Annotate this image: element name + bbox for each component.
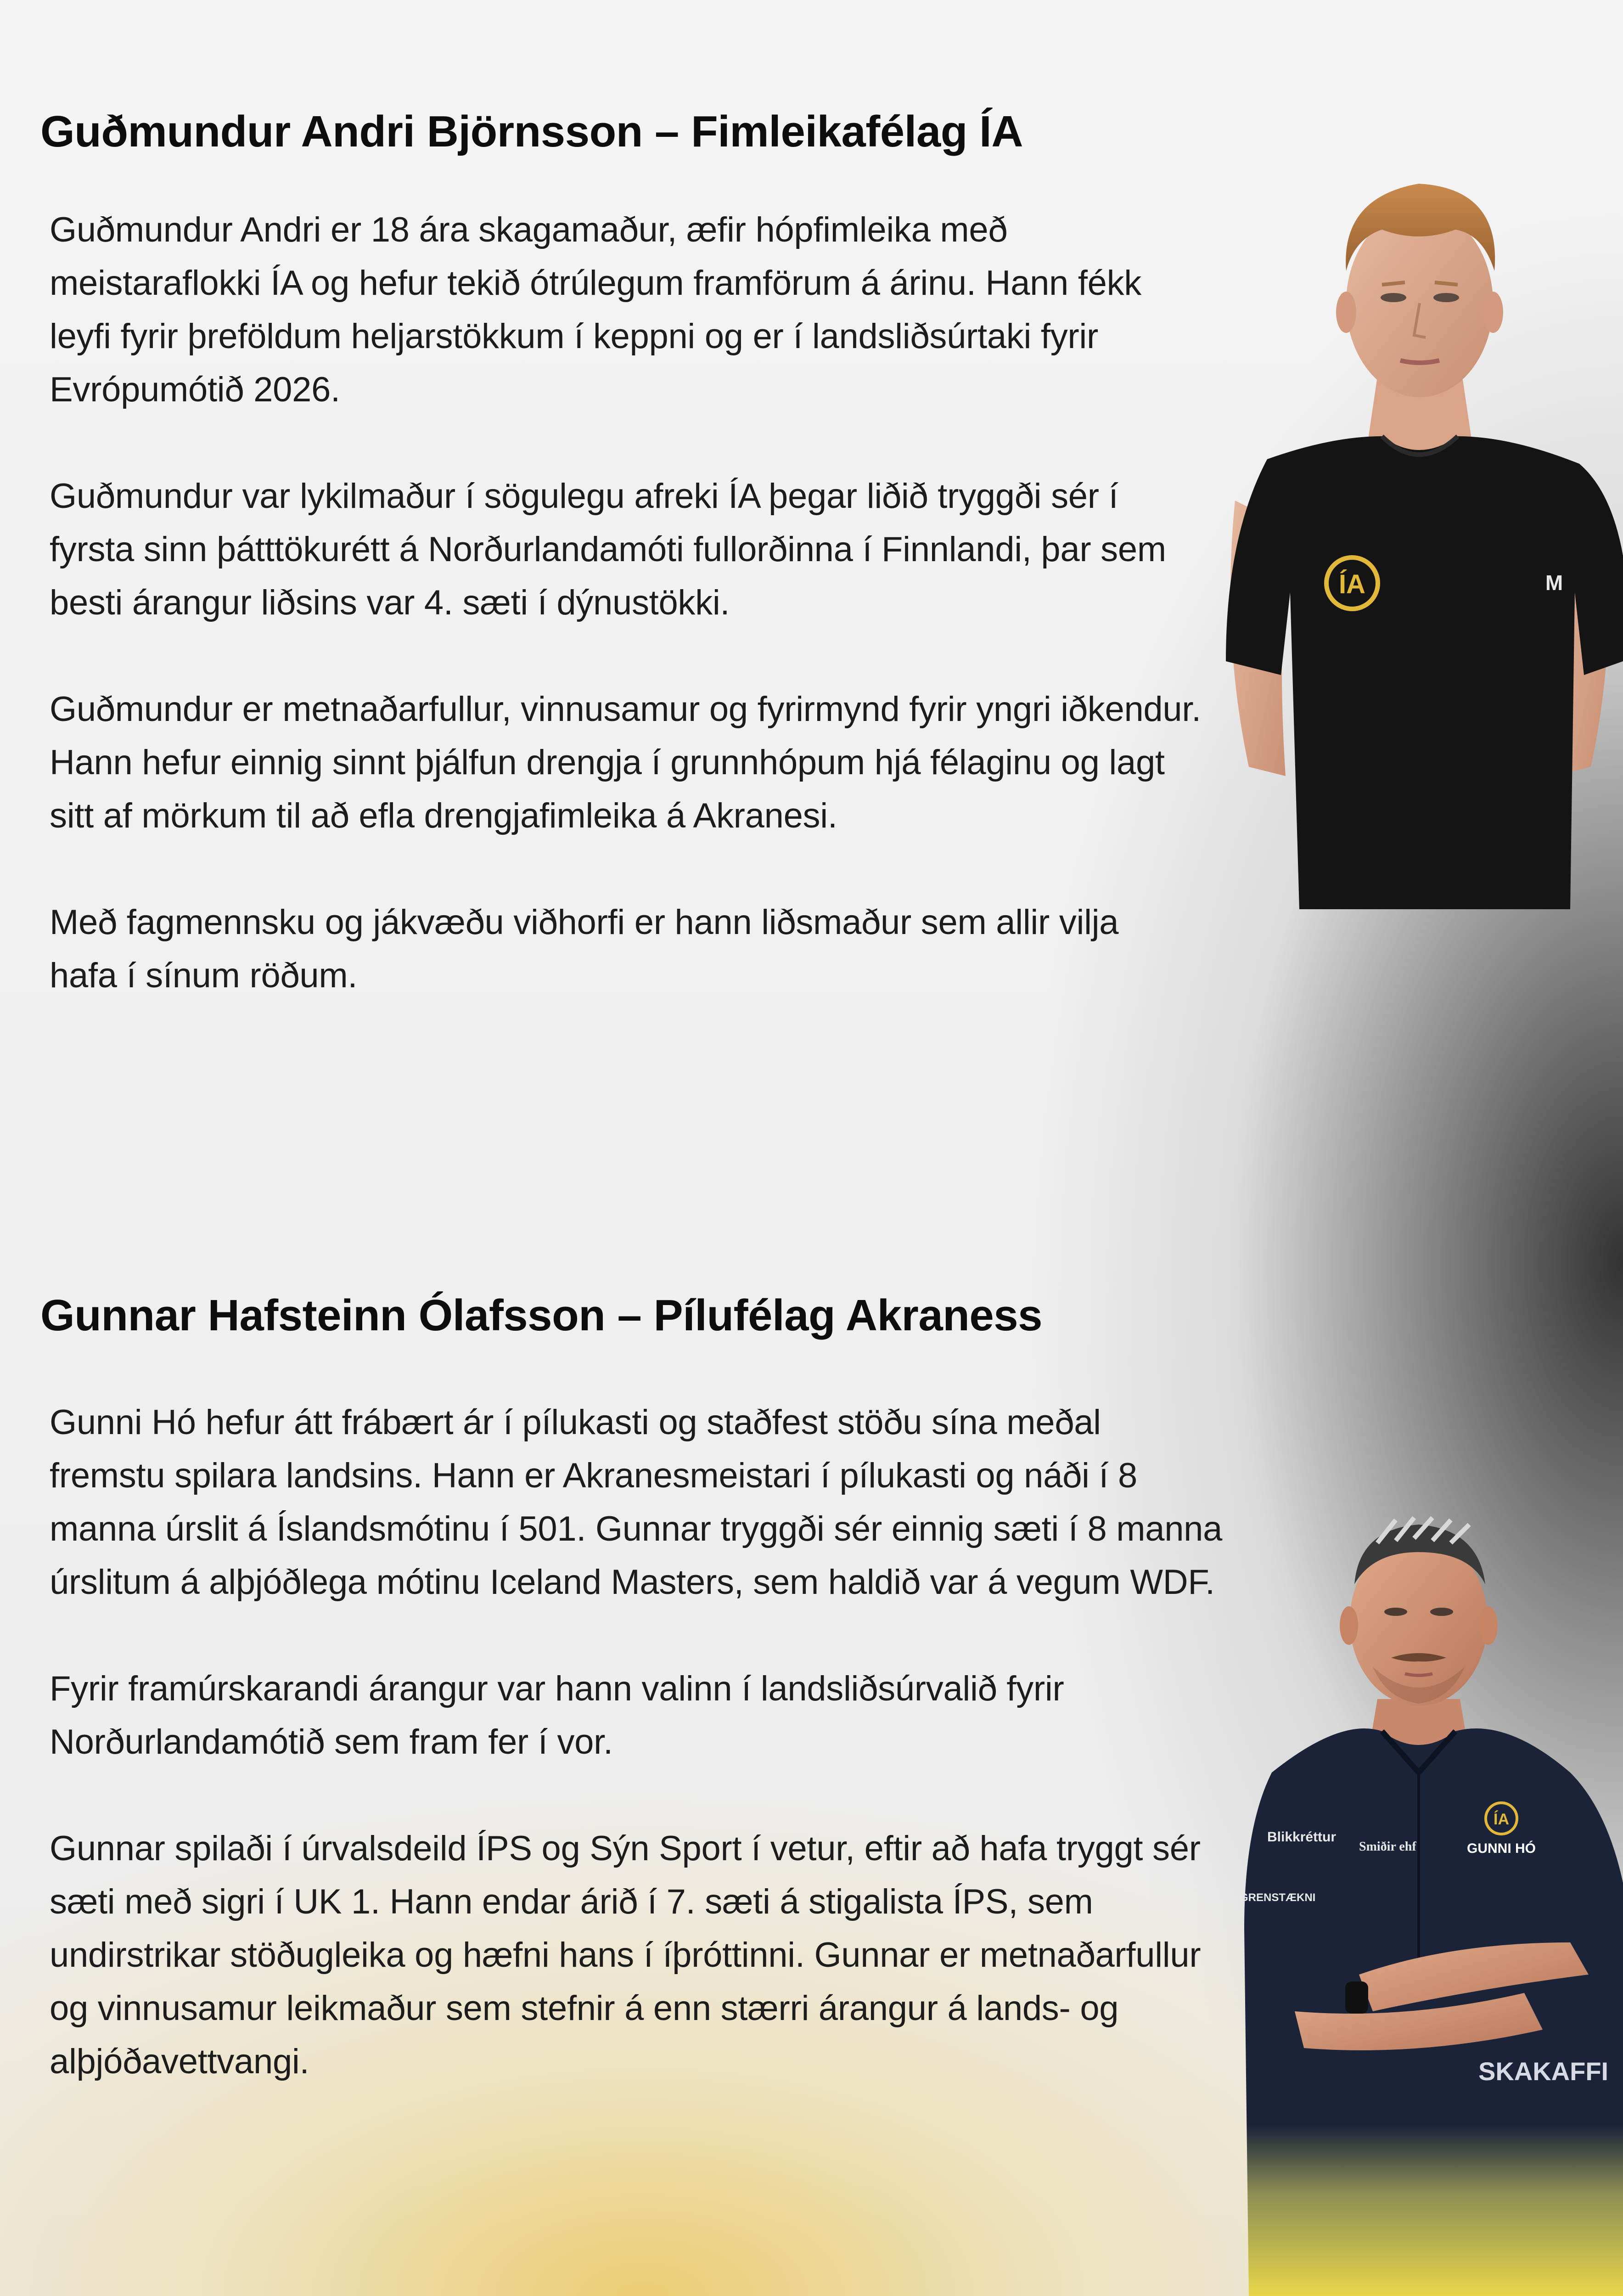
shirt-brand-mark: M bbox=[1545, 571, 1563, 595]
section-1-body bbox=[50, 203, 1207, 1002]
svg-text:ÍA: ÍA bbox=[1494, 1811, 1509, 1828]
section-2-paragraph-1: Gunni Hó hefur átt frábært ár í pílukasti og staðfest stöðu sína meðal fremstu spilara landsins. Hann er Akranesmeistari í pílukasti og náði í 8 manna úrslit á Íslandsmótinu í 501. Gunnar tryggði sér einnig sæti í 8 manna úrslitum á alþjóðlega mótinu Iceland Masters, sem haldið var á vegum WDF. bbox=[50, 1403, 1223, 1602]
section-1-title: Guðmundur Andri Björnsson – Fimleikafélag ÍA bbox=[40, 107, 1023, 156]
ia-logo-icon bbox=[1326, 557, 1378, 609]
sponsor-chest: Smiðir ehf bbox=[1359, 1840, 1416, 1854]
athlete-photo-gudmundur bbox=[1217, 179, 1623, 909]
black-shirt bbox=[1226, 436, 1623, 909]
sponsor-bottom: SKAKAFFI bbox=[1478, 2057, 1609, 2086]
section-2-body bbox=[50, 1396, 1225, 2088]
ia-logo-icon bbox=[1486, 1803, 1517, 1834]
shirt-name: GUNNI HÓ bbox=[1467, 1841, 1536, 1856]
section-2-paragraph-2: Fyrir framúrskarandi árangur var hann valinn í landsliðsúrvalið fyrir Norðurlandamótið sem fram fer í vor. bbox=[50, 1669, 1064, 1761]
section-2-title: Gunnar Hafsteinn Ólafsson – Pílufélag Akraness bbox=[40, 1291, 1043, 1340]
athlete-photo-gunnar bbox=[1221, 1515, 1623, 2296]
section-1-paragraph-4: Með fagmennsku og jákvæðu viðhorfi er hann liðsmaður sem allir vilja hafa í sínum röðum. bbox=[50, 903, 1119, 995]
section-1-paragraph-3: Guðmundur er metnaðarfullur, vinnusamur og fyrirmynd fyrir yngri iðkendur. Hann hefur einnig sinnt þjálfun drengja í grunnhópum hjá félaginu og lagt sitt af mörkum til að efla drengjafimleika á Akranesi. bbox=[50, 690, 1201, 835]
section-1-paragraph-1: Guðmundur Andri er 18 ára skagamaður, æfir hópfimleika með meistaraflokki ÍA og hefur tekið ótrúlegum framförum á árinu. Hann fékk leyfi fyrir þreföldum heljarstökkum í keppni og er í landsliðsúrtaki fyrir Evrópumótið 2026. bbox=[50, 210, 1142, 409]
sponsor-sleeve: GRENSTÆKNI bbox=[1240, 1891, 1316, 1904]
sponsor-left: Blikkréttur bbox=[1267, 1829, 1337, 1845]
svg-text:ÍA: ÍA bbox=[1339, 569, 1365, 599]
wristwatch-icon bbox=[1345, 1981, 1368, 2014]
section-1-paragraph-2: Guðmundur var lykilmaður í sögulegu afreki ÍA þegar liðið tryggði sér í fyrsta sinn þátttökurétt á Norðurlandamóti fullorðinna í Finnlandi, þar sem besti árangur liðsins var 4. sæti í dýnustökki. bbox=[50, 477, 1166, 622]
section-2-paragraph-3: Gunnar spilaði í úrvalsdeild ÍPS og Sýn Sport í vetur, eftir að hafa tryggt sér sæti með sigri í UK 1. Hann endar árið í 7. sæti á stigalista ÍPS, sem undirstrikar stöðugleika og hæfni hans í íþróttinni. Gunnar er metnaðarfullur og vinnusamur leikmaður sem stefnir á enn stærri árangur á lands- og alþjóðavettvangi. bbox=[50, 1829, 1201, 2081]
